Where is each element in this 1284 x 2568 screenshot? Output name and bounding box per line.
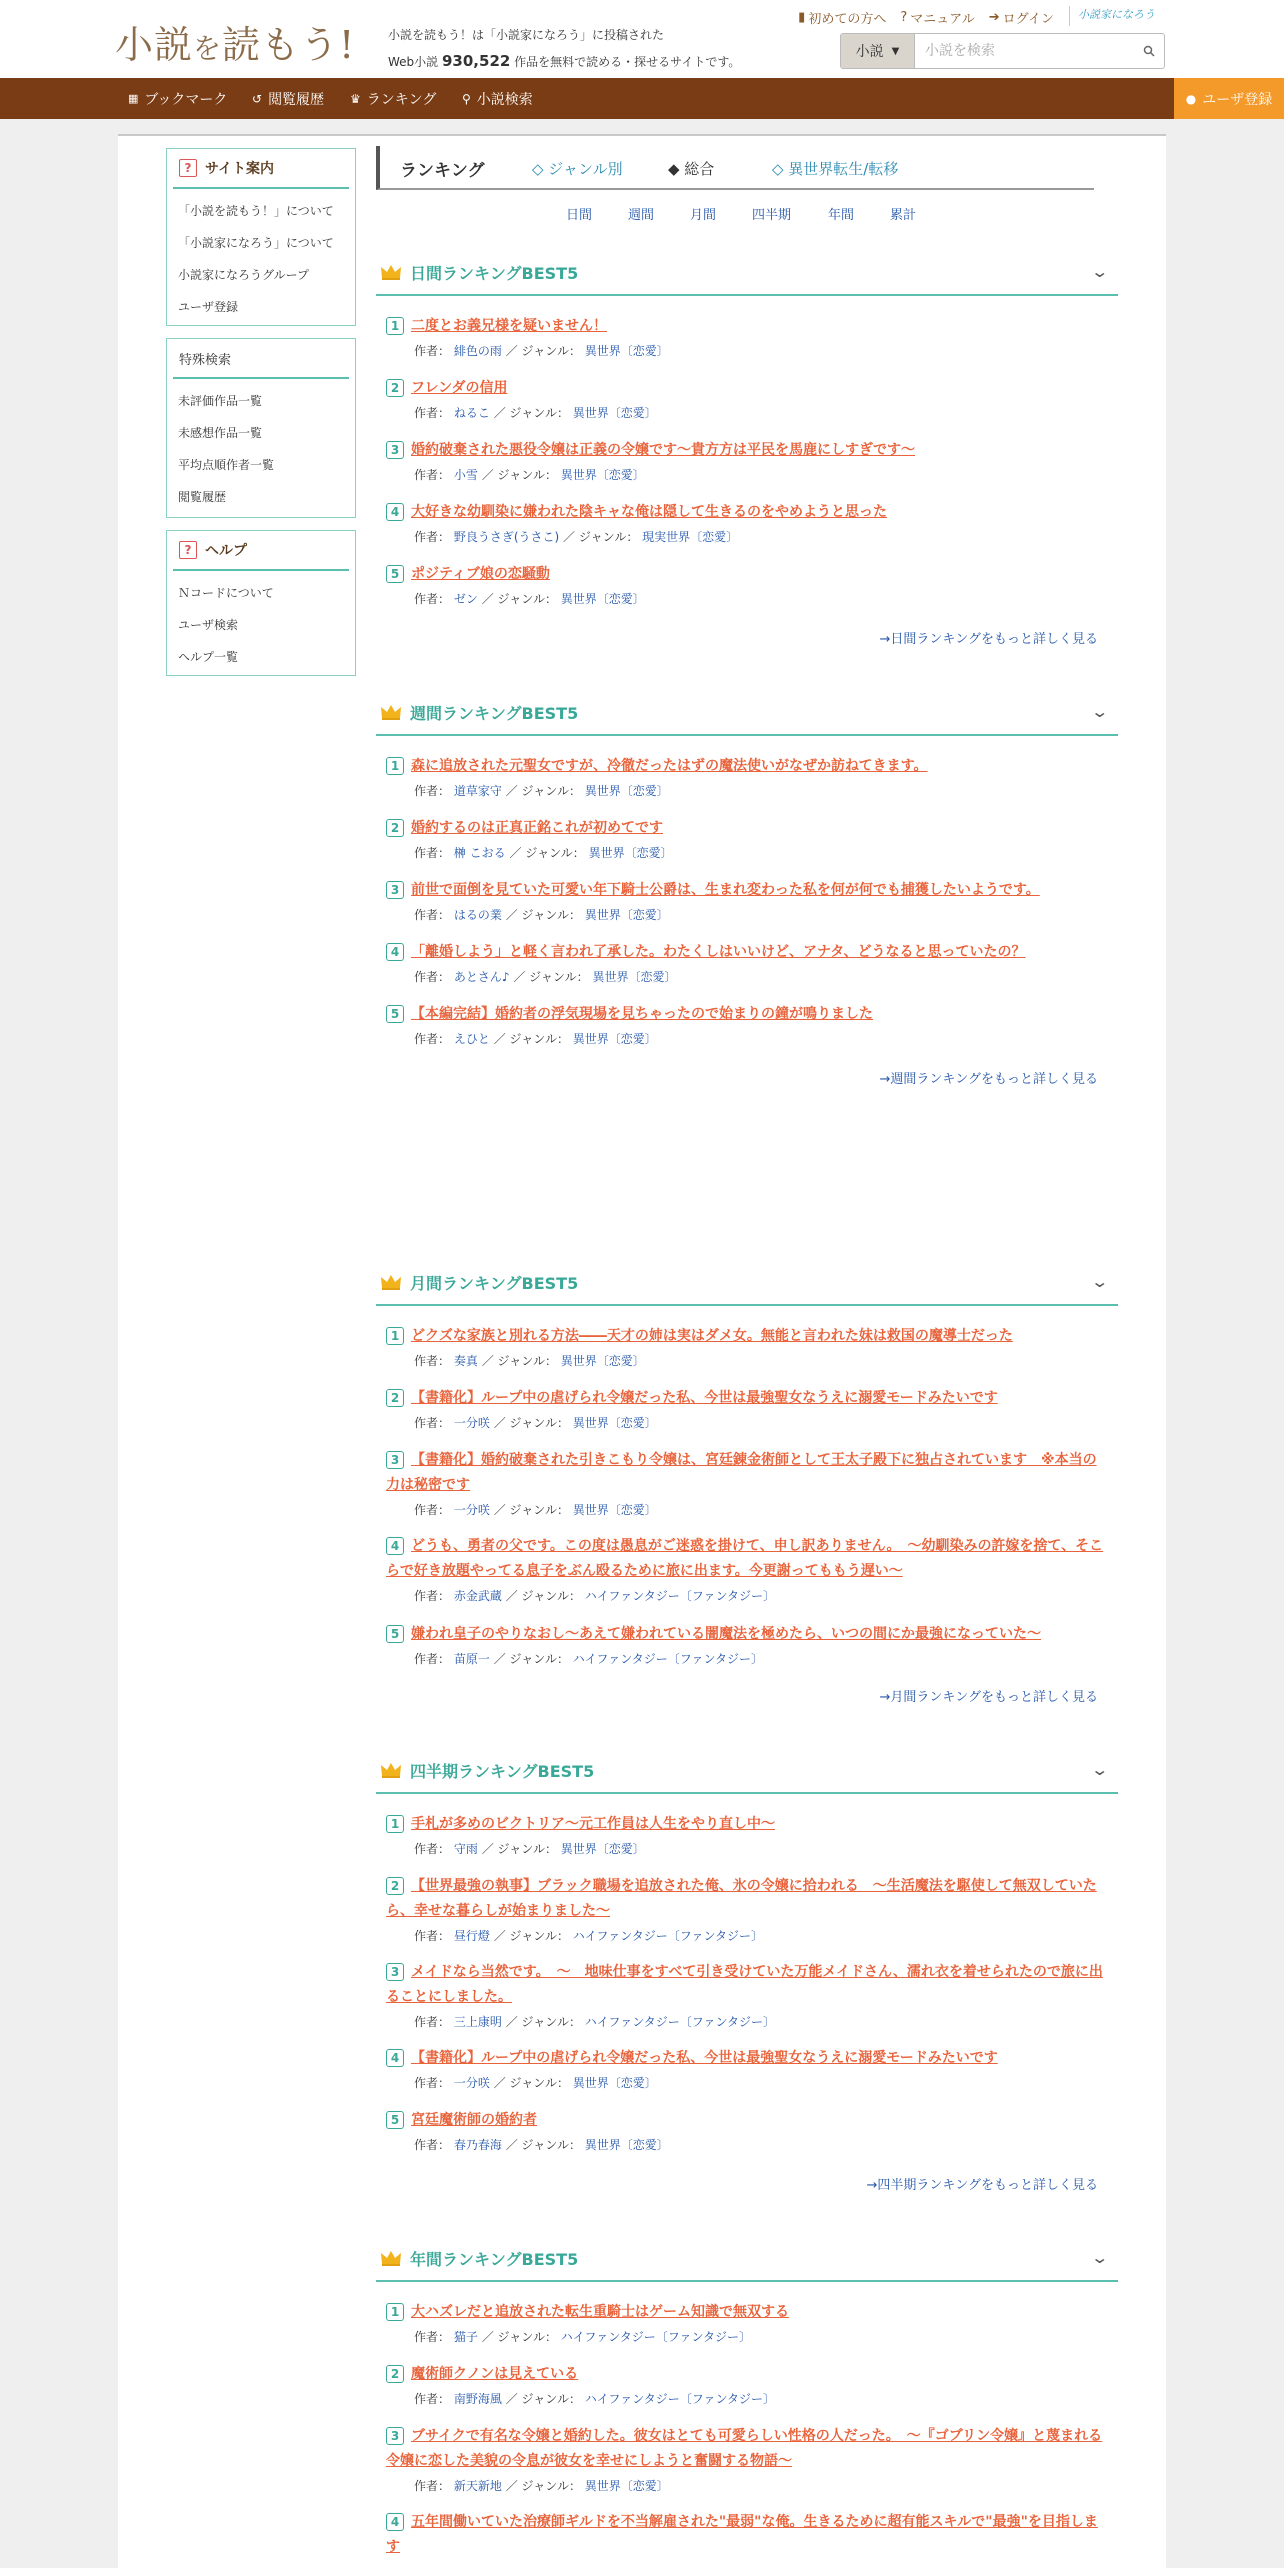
genre-label: ／ ジャンル： xyxy=(493,1652,569,1666)
author-label: 作者： xyxy=(414,970,451,984)
genre-link[interactable]: 現実世界〔恋愛〕 xyxy=(642,530,739,544)
genre-label: ／ ジャンル： xyxy=(563,530,639,544)
sidebar-link[interactable]: 平均点順作者一覧 xyxy=(178,457,275,472)
author-label: 作者： xyxy=(414,530,451,544)
beginner-link[interactable] xyxy=(798,8,886,27)
ranking-item xyxy=(376,1622,1118,1670)
more-link[interactable]: →日間ランキングをもっと詳しく見る xyxy=(879,632,1098,647)
tagline-line2 xyxy=(388,48,740,75)
rank-number: 2 xyxy=(386,819,404,837)
search-icon: ⚲ xyxy=(462,91,471,106)
novel-title-link[interactable]: 嫌われ皇子のやりなおし～あえて嫌われている闇魔法を極めたら、いつの間にか最強になっていた～ xyxy=(411,1626,1041,1642)
tagline-line1: 小説を読もう！は「小説家になろう」に投稿された xyxy=(388,28,665,42)
ranking-item xyxy=(376,376,1118,424)
author-label: 作者： xyxy=(414,846,451,860)
genre-link[interactable]: ハイファンタジー〔ファンタジー〕 xyxy=(584,2392,775,2406)
author-label: 作者： xyxy=(414,908,451,922)
author-link[interactable]: 緋色の雨 xyxy=(453,344,502,358)
author-label: 作者： xyxy=(414,406,451,420)
sidebar-link[interactable]: Ｎコードについて xyxy=(178,585,274,600)
sidebar-link[interactable]: 小説家になろうグループ xyxy=(178,267,310,282)
rank-number: 2 xyxy=(386,1877,404,1895)
ranking-item xyxy=(376,1324,1118,1372)
nav-history[interactable] xyxy=(252,78,324,119)
nav-ranking[interactable] xyxy=(350,78,436,119)
help-icon: ? xyxy=(179,159,197,177)
sidebar-link[interactable]: 閲覧履歴 xyxy=(178,489,227,504)
author-link[interactable]: はるの業 xyxy=(453,908,502,922)
logo-rest: 読もう! xyxy=(222,23,356,67)
genre-link[interactable]: 異世界〔恋愛〕 xyxy=(592,970,677,984)
nav-search-label: 小説検索 xyxy=(476,91,533,108)
author-link[interactable]: 榊 こおる xyxy=(453,846,506,860)
genre-label: ／ ジャンル： xyxy=(513,970,589,984)
genre-link[interactable]: 異世界〔恋愛〕 xyxy=(560,1842,645,1856)
tagline-suffix: 作品を無料で読める・探せるサイトです。 xyxy=(514,55,741,69)
novel-title-link[interactable]: 【書籍化】婚約破棄された引きこもり令嬢は、宮廷錬金術師として王太子殿下に独占されています ※本当の力は秘密です xyxy=(386,1452,1097,1493)
genre-link[interactable]: 異世界〔恋愛〕 xyxy=(560,468,645,482)
ranking-item xyxy=(376,438,1118,486)
author-link[interactable]: あとさん♪ xyxy=(453,970,510,984)
author-link[interactable]: 一分咲 xyxy=(453,2076,490,2090)
novel-title-link[interactable]: 二度とお義兄様を疑いません！ xyxy=(411,318,607,334)
novel-title-link[interactable]: 前世で面倒を見ていた可愛い年下騎士公爵は、生まれ変わった私を何が何でも捕獲したいようです。 xyxy=(411,882,1040,898)
sidebar-guide-title-text: サイト案内 xyxy=(205,161,275,177)
user-icon: ● xyxy=(1185,91,1197,106)
author-link[interactable]: 小雪 xyxy=(453,468,478,482)
rank-number: 3 xyxy=(386,1451,404,1469)
question-icon: ? xyxy=(900,10,908,25)
site-tagline xyxy=(388,22,740,75)
search-icon xyxy=(1143,45,1155,57)
novel-title-link[interactable]: ブサイクで有名な令嬢と婚約した。彼女はとても可愛らしい性格の人だった。 ～『ゴブリン令嬢』と蔑まれる令嬢に恋した美貌の令息が彼女を幸せにしようと奮闘する物語～ xyxy=(386,2428,1103,2469)
ranking-item xyxy=(376,2300,1118,2348)
ranking-section-weekly xyxy=(376,690,1118,1230)
select-arrow-icon: ▼ xyxy=(891,45,900,57)
genre-label: ／ ジャンル： xyxy=(493,406,569,420)
main-container xyxy=(118,136,1166,2568)
genre-link[interactable]: ハイファンタジー〔ファンタジー〕 xyxy=(572,1929,763,1943)
genre-label: ／ ジャンル： xyxy=(481,592,557,606)
author-link[interactable]: 昼行燈 xyxy=(453,1929,490,1943)
author-label: 作者： xyxy=(414,1652,451,1666)
register-button[interactable] xyxy=(1174,78,1284,119)
author-link[interactable]: 一分咲 xyxy=(453,1416,490,1430)
genre-link[interactable]: 異世界〔恋愛〕 xyxy=(572,1416,657,1430)
book-icon: ▮ xyxy=(798,10,806,25)
author-label: 作者： xyxy=(414,1929,451,1943)
genre-label: ／ ジャンル： xyxy=(505,2479,581,2493)
more-link[interactable]: →月間ランキングをもっと詳しく見る xyxy=(879,1690,1098,1705)
section-title: 四半期ランキングBEST5 xyxy=(410,1761,595,1781)
novel-title-link[interactable]: ポジティブ娘の恋騒動 xyxy=(411,566,550,582)
period-yearly[interactable]: 年間 xyxy=(828,208,855,223)
login-icon: ➔ xyxy=(988,10,1000,25)
author-label: 作者： xyxy=(414,2138,451,2152)
novel-title-link[interactable]: 大好きな幼馴染に嫌われた陰キャな俺は隠して生きるのをやめようと思った xyxy=(411,504,887,520)
genre-label: ／ ジャンル： xyxy=(505,1589,581,1603)
ranking-item xyxy=(376,562,1118,610)
author-link[interactable]: ねるこ xyxy=(453,406,490,420)
ranking-item xyxy=(376,2424,1118,2497)
genre-label: ／ ジャンル： xyxy=(493,1416,569,1430)
novel-title-link[interactable]: 宮廷魔術師の婚約者 xyxy=(411,2112,537,2128)
sidebar-link[interactable]: 「小説家になろう」について xyxy=(178,235,334,250)
rank-number: 4 xyxy=(386,2513,404,2531)
sidebar-link[interactable]: 未感想作品一覧 xyxy=(178,425,263,440)
nav-bookmark[interactable] xyxy=(128,78,227,119)
crown-icon: ♛ xyxy=(350,91,361,106)
sidebar-help-title xyxy=(173,531,349,571)
search-input[interactable] xyxy=(915,34,1134,68)
ranking-label: ランキング xyxy=(400,161,485,181)
rank-number: 1 xyxy=(386,1815,404,1833)
search-category-select[interactable] xyxy=(841,34,915,68)
genre-label: ／ ジャンル： xyxy=(493,1032,569,1046)
ranking-item xyxy=(376,754,1118,802)
novel-title-link[interactable]: 【世界最強の執事】ブラック職場を追放された俺、氷の令嬢に拾われる ～生活魔法を駆使して無双していたら、幸せな暮らしが始まりました～ xyxy=(386,1878,1097,1919)
login-label: ログイン xyxy=(1002,12,1054,27)
ranking-item xyxy=(376,2108,1118,2156)
ranking-item xyxy=(376,1960,1118,2033)
section-header[interactable] xyxy=(376,1260,1118,1306)
genre-label: ／ ジャンル： xyxy=(505,2392,581,2406)
rank-number: 3 xyxy=(386,1963,404,1981)
sidebar-guide-title xyxy=(173,149,349,189)
rank-number: 3 xyxy=(386,881,404,899)
genre-label: ／ ジャンル： xyxy=(481,468,557,482)
genre-link[interactable]: ハイファンタジー〔ファンタジー〕 xyxy=(584,2015,775,2029)
section-title: 月間ランキングBEST5 xyxy=(410,1273,579,1293)
more-link[interactable]: →週間ランキングをもっと詳しく見る xyxy=(879,1072,1098,1087)
novel-title-link[interactable]: メイドなら当然です。 ～ 地味仕事をすべて引き受けていた万能メイドさん、濡れ衣を着せられたので旅に出ることにしました。 xyxy=(386,1964,1103,2005)
genre-label: ／ ジャンル： xyxy=(493,1929,569,1943)
author-label: 作者： xyxy=(414,1032,451,1046)
rank-number: 4 xyxy=(386,943,404,961)
ranking-item xyxy=(376,940,1118,988)
author-label: 作者： xyxy=(414,2479,451,2493)
genre-link[interactable]: 異世界〔恋愛〕 xyxy=(572,1503,657,1517)
genre-label: ／ ジャンル： xyxy=(509,846,585,860)
site-logo[interactable] xyxy=(115,14,355,69)
logo-wo: を xyxy=(193,32,223,65)
logo-main: 小説 xyxy=(115,23,194,67)
rank-number: 4 xyxy=(386,1537,404,1555)
section-header[interactable] xyxy=(376,250,1118,296)
author-link[interactable]: 守雨 xyxy=(453,1842,478,1856)
author-link[interactable]: 奏真 xyxy=(453,1354,478,1368)
genre-label: ／ ジャンル： xyxy=(505,344,581,358)
author-link[interactable]: 春乃春海 xyxy=(453,2138,502,2152)
ranking-section-yearly xyxy=(376,2236,1118,2568)
beginner-label: 初めての方へ xyxy=(808,12,887,27)
author-link[interactable]: 新天新地 xyxy=(453,2479,502,2493)
genre-link[interactable]: 異世界〔恋愛〕 xyxy=(584,2479,669,2493)
author-label: 作者： xyxy=(414,1842,451,1856)
author-link[interactable]: 野良うさぎ(うさこ) xyxy=(453,530,560,544)
author-link[interactable]: 猫子 xyxy=(453,2330,478,2344)
genre-label: ／ ジャンル： xyxy=(505,2015,581,2029)
novel-title-link[interactable]: 大ハズレだと追放された転生重騎士はゲーム知識で無双する xyxy=(411,2304,789,2320)
genre-link[interactable]: 異世界〔恋愛〕 xyxy=(588,846,673,860)
sidebar-special-title xyxy=(173,339,349,379)
ranking-item xyxy=(376,2362,1118,2410)
rank-number: 1 xyxy=(386,2303,404,2321)
author-link[interactable]: 南野海風 xyxy=(453,2392,502,2406)
ranking-header xyxy=(376,146,1094,190)
search-category-value: 小説 xyxy=(855,44,884,60)
period-quarterly[interactable]: 四半期 xyxy=(752,208,792,223)
genre-link[interactable]: 異世界〔恋愛〕 xyxy=(584,908,669,922)
section-header[interactable] xyxy=(376,1748,1118,1794)
genre-link[interactable]: 異世界〔恋愛〕 xyxy=(584,344,669,358)
ranking-item xyxy=(376,1812,1118,1860)
sidebar-help xyxy=(166,530,356,676)
novel-title-link[interactable]: 「離婚しよう」と軽く言われ了承した。わたくしはいいけど、アナタ、どうなると思っていたの？ xyxy=(411,944,1026,960)
author-link[interactable]: 三上康明 xyxy=(453,2015,502,2029)
crown-icon xyxy=(380,1273,402,1291)
narou-label: 小説家になろう xyxy=(1078,8,1155,21)
author-label: 作者： xyxy=(414,784,451,798)
author-link[interactable]: えひと xyxy=(453,1032,490,1046)
genre-label: ／ ジャンル： xyxy=(481,1354,557,1368)
novel-title-link[interactable]: 【書籍化】ループ中の虐げられ令嬢だった私、今世は最強聖女なうえに溺愛モードみたいです xyxy=(411,2050,998,2066)
crown-icon xyxy=(380,1761,402,1779)
ranking-item xyxy=(376,1386,1118,1434)
author-label: 作者： xyxy=(414,2076,451,2090)
chevron-down-icon[interactable]: ⌄ xyxy=(1089,262,1109,281)
novel-title-link[interactable]: 【書籍化】ループ中の虐げられ令嬢だった私、今世は最強聖女なうえに溺愛モードみたいです xyxy=(411,1390,998,1406)
chevron-down-icon[interactable]: ⌄ xyxy=(1089,1272,1109,1291)
sidebar-link[interactable]: ユーザ検索 xyxy=(178,617,239,632)
nav-bookmark-label: ブックマーク xyxy=(144,91,228,108)
genre-link[interactable]: ハイファンタジー〔ファンタジー〕 xyxy=(560,2330,751,2344)
ranking-item xyxy=(376,1002,1118,1050)
novel-title-link[interactable]: 【本編完結】婚約者の浮気現場を見ちゃったので始まりの鐘が鳴りました xyxy=(411,1006,873,1022)
rank-number: 1 xyxy=(386,317,404,335)
ranking-item xyxy=(376,314,1118,362)
register-label: ユーザ登録 xyxy=(1202,91,1273,108)
search-button[interactable] xyxy=(1134,34,1164,68)
section-header[interactable] xyxy=(376,690,1118,736)
chevron-down-icon[interactable]: ⌄ xyxy=(1089,1760,1109,1779)
site-header xyxy=(0,0,1284,78)
genre-link[interactable]: ハイファンタジー〔ファンタジー〕 xyxy=(584,1589,775,1603)
rank-number: 3 xyxy=(386,441,404,459)
login-link[interactable] xyxy=(989,8,1054,27)
narou-link[interactable] xyxy=(1069,6,1164,26)
nav-ranking-label: ランキング xyxy=(366,91,437,108)
author-link[interactable]: ゼン xyxy=(453,592,478,606)
tagline-prefix: Web小説 xyxy=(388,55,439,69)
search-box xyxy=(840,33,1165,69)
period-weekly[interactable]: 週間 xyxy=(628,208,655,223)
genre-label: ／ ジャンル： xyxy=(505,2138,581,2152)
manual-label: マニュアル xyxy=(910,12,975,27)
tab-overall[interactable]: ◆ 総合 xyxy=(668,160,715,178)
genre-link[interactable]: 異世界〔恋愛〕 xyxy=(560,592,645,606)
author-label: 作者： xyxy=(414,2392,451,2406)
rank-number: 4 xyxy=(386,503,404,521)
sidebar-special-title-text: 特殊検索 xyxy=(179,352,232,368)
ranking-item xyxy=(376,500,1118,548)
author-label: 作者： xyxy=(414,592,451,606)
manual-link[interactable] xyxy=(900,8,974,27)
novel-title-link[interactable]: 五年間働いていた治療師ギルドを不当解雇された"最弱"な俺。生きるために超有能スキルで"最強"を目指します xyxy=(386,2514,1098,2555)
section-title: 年間ランキングBEST5 xyxy=(410,2249,579,2269)
tab-genre[interactable]: ◇ ジャンル別 xyxy=(532,160,623,178)
sidebar-guide xyxy=(166,148,356,326)
period-total[interactable]: 累計 xyxy=(890,208,917,223)
top-links xyxy=(798,8,1054,27)
novel-title-link[interactable]: 手札が多めのビクトリア〜元工作員は人生をやり直し中〜 xyxy=(411,1816,775,1832)
genre-link[interactable]: 異世界〔恋愛〕 xyxy=(584,784,669,798)
author-label: 作者： xyxy=(414,1354,451,1368)
rank-number: 5 xyxy=(386,1625,404,1643)
genre-label: ／ ジャンル： xyxy=(481,1842,557,1856)
sidebar-help-title-text: ヘルプ xyxy=(205,543,247,559)
ranking-item xyxy=(376,878,1118,926)
tab-isekai[interactable]: ◇ 異世界転生/転移 xyxy=(772,160,899,178)
genre-link[interactable]: 異世界〔恋愛〕 xyxy=(572,406,657,420)
author-link[interactable]: 赤金武蔵 xyxy=(453,1589,502,1603)
ranking-item xyxy=(376,816,1118,864)
author-label: 作者： xyxy=(414,344,451,358)
ranking-item xyxy=(376,1534,1118,1607)
genre-link[interactable]: ハイファンタジー〔ファンタジー〕 xyxy=(572,1652,763,1666)
novel-title-link[interactable]: 婚約するのは正真正銘これが初めてです xyxy=(411,820,663,836)
sidebar-special xyxy=(166,338,356,518)
ranking-item xyxy=(376,1448,1118,1521)
sidebar-link[interactable]: 未評価作品一覧 xyxy=(178,393,263,408)
rank-number: 2 xyxy=(386,2365,404,2383)
main-nav xyxy=(0,78,1284,119)
chevron-down-icon[interactable]: ⌄ xyxy=(1089,702,1109,721)
rank-number: 1 xyxy=(386,757,404,775)
genre-label: ／ ジャンル： xyxy=(493,1503,569,1517)
section-header[interactable] xyxy=(376,2236,1118,2282)
sidebar-link[interactable]: ヘルプ一覧 xyxy=(178,649,239,664)
ranking-section-quarterly xyxy=(376,1748,1118,2208)
sidebar-link[interactable]: ユーザ登録 xyxy=(178,299,239,314)
nav-history-label: 閲覧履歴 xyxy=(268,91,325,108)
ranking-section-monthly xyxy=(376,1260,1118,1720)
author-label: 作者： xyxy=(414,1589,451,1603)
chevron-down-icon[interactable]: ⌄ xyxy=(1089,2248,1109,2267)
rank-number: 3 xyxy=(386,2427,404,2445)
history-icon: ↺ xyxy=(252,91,263,106)
section-title: 週間ランキングBEST5 xyxy=(410,703,579,723)
novel-title-link[interactable]: 森に追放された元聖女ですが、冷徹だったはずの魔法使いがなぜか訪ねてきます。 xyxy=(411,758,928,774)
crown-icon xyxy=(380,263,402,281)
genre-label: ／ ジャンル： xyxy=(481,2330,557,2344)
period-monthly[interactable]: 月間 xyxy=(690,208,717,223)
crown-icon xyxy=(380,2249,402,2267)
period-daily[interactable]: 日間 xyxy=(566,208,593,223)
rank-number: 5 xyxy=(386,1005,404,1023)
author-label: 作者： xyxy=(414,2015,451,2029)
rank-number: 1 xyxy=(386,1327,404,1345)
genre-link[interactable]: 異世界〔恋愛〕 xyxy=(572,2076,657,2090)
more-link[interactable]: →四半期ランキングをもっと詳しく見る xyxy=(866,2178,1098,2193)
rank-number: 2 xyxy=(386,379,404,397)
novel-title-link[interactable]: 婚約破棄された悪役令嬢は正義の令嬢です〜貴方方は平民を馬鹿にしすぎです〜 xyxy=(411,442,915,458)
genre-link[interactable]: 異世界〔恋愛〕 xyxy=(584,2138,669,2152)
work-count: 930,522 xyxy=(442,52,511,70)
rank-number: 2 xyxy=(386,1389,404,1407)
ranking-item xyxy=(376,2510,1118,2560)
help-icon: ? xyxy=(179,541,197,559)
novel-title-link[interactable]: どクズな家族と別れる方法――天才の姉は実はダメ女。無能と言われた妹は救国の魔導士だった xyxy=(411,1328,1013,1344)
author-link[interactable]: 苗原一 xyxy=(453,1652,490,1666)
author-label: 作者： xyxy=(414,1416,451,1430)
bookmark-icon: ▦ xyxy=(128,92,139,105)
novel-title-link[interactable]: どうも、勇者の父です。この度は愚息がご迷惑を掛けて、申し訳ありません。 〜幼馴染みの許嫁を捨て、そこらで好き放題やってる息子をぶん殴るために旅に出ます。今更謝ってももう遅い〜 xyxy=(386,1538,1104,1579)
nav-search[interactable] xyxy=(462,78,533,119)
ranking-item xyxy=(376,1874,1118,1947)
rank-number: 5 xyxy=(386,565,404,583)
author-link[interactable]: 道草家守 xyxy=(453,784,502,798)
novel-title-link[interactable]: フレンダの信用 xyxy=(411,380,508,396)
author-label: 作者： xyxy=(414,468,451,482)
rank-number: 4 xyxy=(386,2049,404,2067)
author-link[interactable]: 一分咲 xyxy=(453,1503,490,1517)
genre-link[interactable]: 異世界〔恋愛〕 xyxy=(572,1032,657,1046)
novel-title-link[interactable]: 魔術師クノンは見えている xyxy=(411,2366,579,2382)
rank-number: 5 xyxy=(386,2111,404,2129)
crown-icon xyxy=(380,703,402,721)
genre-label: ／ ジャンル： xyxy=(505,784,581,798)
ranking-item xyxy=(376,2046,1118,2094)
genre-label: ／ ジャンル： xyxy=(493,2076,569,2090)
sidebar-link[interactable]: 「小説を読もう！」について xyxy=(178,203,334,218)
author-label: 作者： xyxy=(414,1503,451,1517)
genre-label: ／ ジャンル： xyxy=(505,908,581,922)
author-label: 作者： xyxy=(414,2330,451,2344)
section-title: 日間ランキングBEST5 xyxy=(410,263,579,283)
genre-link[interactable]: 異世界〔恋愛〕 xyxy=(560,1354,645,1368)
